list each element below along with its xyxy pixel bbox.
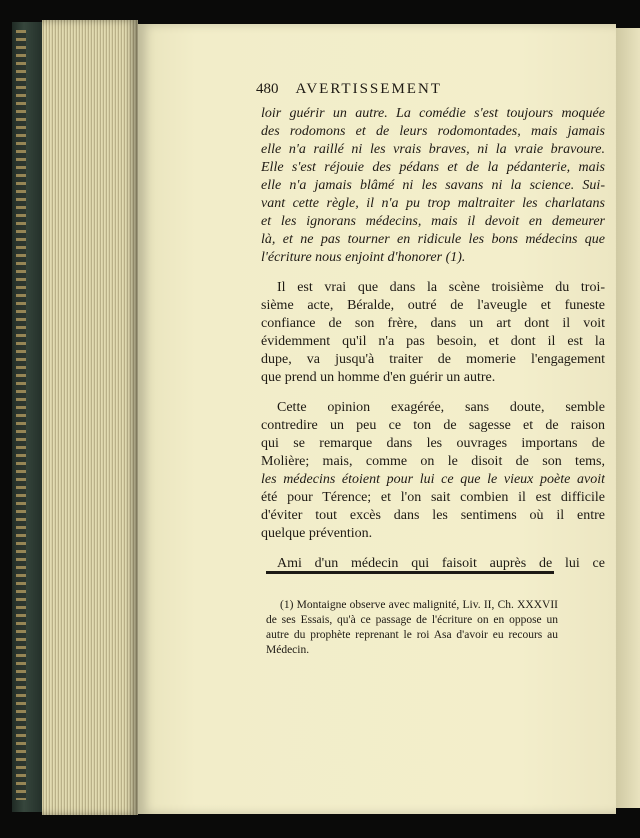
text-line: qui se remarque dans les ouvrages importans de — [261, 436, 605, 451]
text-line: que prend un homme d'en guérir un autre. — [261, 370, 496, 385]
text-line: Molière; mais, comme on le disoit de son tems, — [261, 454, 605, 469]
text-line: évidemment qu'il n'a pas besoin, et dont il est la — [261, 334, 605, 349]
text-line: là, et ne pas tourner en ridicule les bons médecins que — [261, 232, 605, 247]
text-line: Elle s'est réjouie des pédans et de la pédanterie, mais — [261, 160, 605, 175]
page-edges — [42, 20, 138, 815]
paragraph — [261, 105, 605, 267]
text-line: confiance de son frère, dans un art dont il voit — [261, 316, 605, 331]
text-line: Il est vrai que dans la scène troisième du troi- — [277, 280, 605, 295]
text-line: dupe, va jusqu'à traiter de momerie l'engagement — [261, 352, 605, 367]
text-line: les médecins étoient pour lui ce que le vieux poète avoit — [261, 472, 605, 487]
text-line: des rodomons et de leurs rodomontades, mais jamais — [261, 124, 605, 139]
footnote-line: Médecin. — [266, 644, 310, 656]
text-line: été pour Térence; et l'on sait combien il est difficile — [261, 490, 605, 505]
text-line: loir guérir un autre. La comédie s'est toujours moquée — [261, 106, 605, 121]
footnote-line: (1) Montaigne observe avec malignité, Liv. II, Ch. XXXVII — [280, 599, 558, 611]
page-number: 480 — [256, 81, 279, 97]
footnote — [266, 598, 558, 658]
running-head-title: AVERTISSEMENT — [295, 81, 442, 97]
text-line: elle n'a raillé ni les vrais braves, ni la vraie bravoure. — [261, 142, 605, 157]
text-line: d'éviter tout excès dans les sentimens où il entre — [261, 508, 605, 523]
footnote-line: de ses Essais, qu'à ce passage de l'écriture on en oppose un — [266, 614, 558, 626]
body-text — [261, 105, 605, 573]
text-line: Cette opinion exagérée, sans doute, semble — [277, 400, 605, 415]
spine-ornament — [16, 30, 26, 800]
footnote-divider — [266, 571, 554, 574]
text-line: elle n'a jamais blâmé ni les savans ni la science. Sui- — [261, 178, 605, 193]
paragraph — [261, 279, 605, 387]
text-line: Ami d'un médecin qui faisoit auprès de lui ce — [277, 556, 605, 571]
footnote-line: autre du prophète reprenant le roi Asa d'avoir eu recours au — [266, 629, 558, 641]
text-line: contredire un peu ce ton de sagesse et de raison — [261, 418, 605, 433]
text-line: quelque prévention. — [261, 526, 373, 541]
text-line: l'écriture nous enjoint d'honorer (1). — [261, 250, 466, 265]
paragraph — [261, 399, 605, 543]
text-line: et les ignorans médecins, mais il devoit en demeurer — [261, 214, 605, 229]
book-page — [138, 24, 616, 814]
text-line: vant cette règle, il n'a pu trop maltraiter les charlatans — [261, 196, 605, 211]
text-line: sième acte, Béralde, outré de l'aveugle et funeste — [261, 298, 605, 313]
running-header — [256, 81, 616, 98]
facing-page-edge — [616, 28, 640, 808]
